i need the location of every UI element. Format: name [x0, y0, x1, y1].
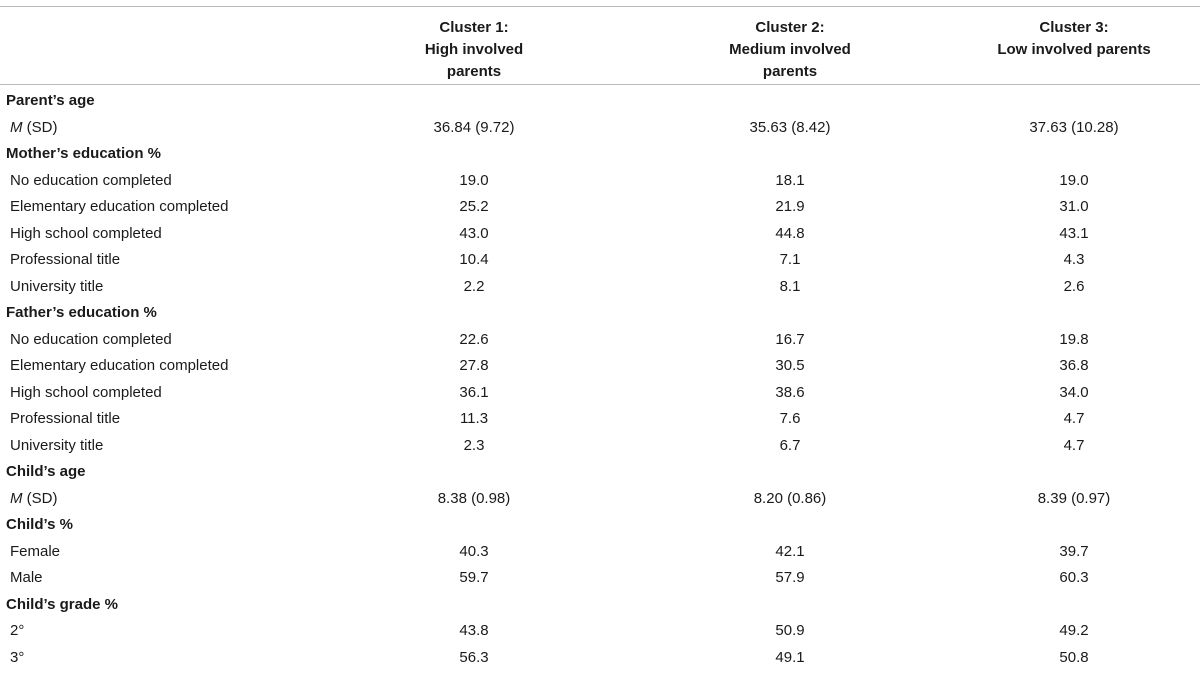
group-header-row	[0, 300, 1200, 327]
cluster-2-value: 21.9	[775, 198, 805, 215]
cluster-3-value: 34.0	[1059, 383, 1089, 401]
cluster-3-value: 43.1	[1059, 224, 1089, 242]
empty-cell	[316, 592, 632, 619]
empty-cell	[632, 459, 948, 486]
empty-cell	[632, 85, 948, 115]
cluster-3-value: 19.0	[1059, 171, 1089, 189]
header-cluster-1	[316, 7, 632, 85]
row-label: Male	[10, 569, 43, 586]
empty-cell	[948, 592, 1200, 619]
group-header-row	[0, 512, 1200, 539]
header-label-cell	[0, 7, 316, 85]
empty-cell	[316, 512, 632, 539]
empty-cell	[316, 459, 632, 486]
cluster-2-value: 50.9	[775, 622, 805, 639]
cluster-3-value: 4.3	[1063, 251, 1085, 268]
empty-cell	[948, 459, 1200, 486]
cluster-2-value: 6.7	[779, 436, 801, 454]
row-label: Elementary education completed	[10, 198, 229, 215]
table-row	[0, 565, 1200, 592]
header-cluster-1-line1: Cluster 1:	[439, 19, 509, 36]
group-label: Child’s %	[6, 516, 73, 533]
cluster-1-value: 56.3	[459, 648, 489, 666]
cluster-2-value: 7.6	[779, 410, 801, 427]
row-label: No education completed	[10, 171, 172, 189]
cluster-3-value: 4.7	[1063, 436, 1085, 454]
table-row	[0, 380, 1200, 407]
cluster-1-value: 36.84 (9.72)	[433, 118, 515, 136]
cluster-1-value: 36.1	[459, 383, 489, 401]
table-row	[0, 327, 1200, 354]
row-label: No education completed	[10, 330, 172, 348]
header-cluster-3-line1: Cluster 3:	[1039, 19, 1109, 36]
empty-cell	[948, 141, 1200, 168]
cluster-1-value: 43.0	[459, 224, 489, 242]
table-body	[0, 85, 1200, 672]
cluster-2-value: 16.7	[775, 330, 805, 348]
row-label-italic: M	[10, 118, 23, 136]
cluster-3-value: 31.0	[1059, 198, 1089, 215]
cluster-3-value: 60.3	[1059, 569, 1089, 586]
cluster-2-value: 8.20 (0.86)	[753, 489, 827, 507]
group-label: Father’s education %	[6, 304, 157, 321]
cluster-3-value: 36.8	[1059, 357, 1089, 374]
group-header-row	[0, 459, 1200, 486]
cluster-2-value: 8.1	[779, 277, 801, 295]
row-label: Elementary education completed	[10, 357, 229, 374]
table-row	[0, 618, 1200, 645]
cluster-1-value: 27.8	[459, 357, 489, 374]
header-cluster-2-line1: Cluster 2:	[755, 19, 825, 36]
header-cluster-3-line2: Low involved parents	[997, 41, 1151, 58]
row-label: University title	[10, 436, 104, 454]
cluster-2-value: 18.1	[775, 171, 805, 189]
empty-cell	[316, 141, 632, 168]
cluster-2-value: 38.6	[775, 383, 805, 401]
group-label: Child’s grade %	[6, 595, 118, 613]
cluster-1-value: 59.7	[459, 569, 489, 586]
row-label	[0, 486, 316, 513]
table-row	[0, 645, 1200, 672]
cluster-3-value: 2.6	[1063, 277, 1085, 295]
cluster-3-value: 19.8	[1059, 330, 1089, 348]
cluster-1-value: 2.2	[463, 277, 485, 295]
header-cluster-1-line2: High involved	[424, 41, 524, 58]
header-cluster-2-line2: Medium involved	[729, 41, 851, 58]
group-header-row	[0, 592, 1200, 619]
cluster-1-value: 11.3	[459, 410, 489, 427]
cluster-2-value: 44.8	[775, 224, 805, 242]
group-header-row	[0, 141, 1200, 168]
cluster-1-value: 25.2	[459, 198, 489, 215]
cluster-1-value: 22.6	[459, 330, 489, 348]
group-header-row	[0, 85, 1200, 115]
empty-cell	[632, 592, 948, 619]
group-label: Parent’s age	[6, 92, 95, 109]
row-label	[0, 115, 316, 142]
group-label: Child’s age	[6, 463, 86, 480]
cluster-1-value: 2.3	[463, 436, 485, 454]
empty-cell	[948, 85, 1200, 115]
header-cluster-2-line3: parents	[762, 63, 818, 80]
cluster-3-value: 50.8	[1059, 648, 1089, 666]
row-label-rest: (SD)	[22, 489, 58, 507]
cluster-1-value: 40.3	[459, 542, 489, 560]
table-row	[0, 274, 1200, 301]
row-label: University title	[10, 277, 104, 295]
table-row	[0, 194, 1200, 221]
group-label: Mother’s education %	[6, 145, 162, 162]
table-row	[0, 433, 1200, 460]
table-row	[0, 247, 1200, 274]
cluster-1-value: 10.4	[459, 251, 489, 268]
cluster-3-value: 39.7	[1059, 542, 1089, 560]
table-row	[0, 168, 1200, 195]
cluster-2-value: 57.9	[775, 569, 805, 586]
table-row	[0, 115, 1200, 142]
cluster-3-value: 49.2	[1059, 622, 1089, 639]
table-row	[0, 221, 1200, 248]
row-label: Professional title	[10, 251, 121, 268]
row-label: 2°	[10, 622, 25, 639]
table-row	[0, 406, 1200, 433]
row-label: Female	[10, 542, 61, 560]
header-cluster-3	[948, 7, 1200, 85]
empty-cell	[632, 141, 948, 168]
row-label: High school completed	[10, 383, 162, 401]
cluster-3-value: 4.7	[1063, 410, 1085, 427]
header-cluster-2	[632, 7, 948, 85]
table-row	[0, 353, 1200, 380]
empty-cell	[316, 300, 632, 327]
header-cluster-1-line3: parents	[446, 63, 502, 80]
cluster-1-value: 19.0	[459, 171, 489, 189]
table-row	[0, 539, 1200, 566]
cluster-2-value: 7.1	[779, 251, 801, 268]
cluster-3-value: 37.63 (10.28)	[1029, 118, 1119, 136]
cluster-3-value: 8.39 (0.97)	[1037, 489, 1111, 507]
table-header	[0, 0, 1200, 85]
empty-cell	[632, 512, 948, 539]
empty-cell	[948, 512, 1200, 539]
cluster-2-value: 35.63 (8.42)	[749, 118, 831, 136]
empty-cell	[948, 300, 1200, 327]
row-label: 3°	[10, 648, 25, 666]
cluster-1-value: 8.38 (0.98)	[437, 489, 511, 507]
row-label-rest: (SD)	[22, 118, 58, 136]
cluster-2-value: 30.5	[775, 357, 805, 374]
cluster-2-value: 49.1	[775, 648, 805, 666]
cluster-1-value: 43.8	[459, 622, 489, 639]
empty-cell	[316, 85, 632, 115]
cluster-2-value: 42.1	[775, 542, 805, 560]
empty-cell	[632, 300, 948, 327]
table-row	[0, 486, 1200, 513]
row-label: High school completed	[10, 224, 162, 242]
row-label-italic: M	[10, 489, 23, 507]
header-row	[0, 7, 1200, 85]
row-label: Professional title	[10, 410, 121, 427]
